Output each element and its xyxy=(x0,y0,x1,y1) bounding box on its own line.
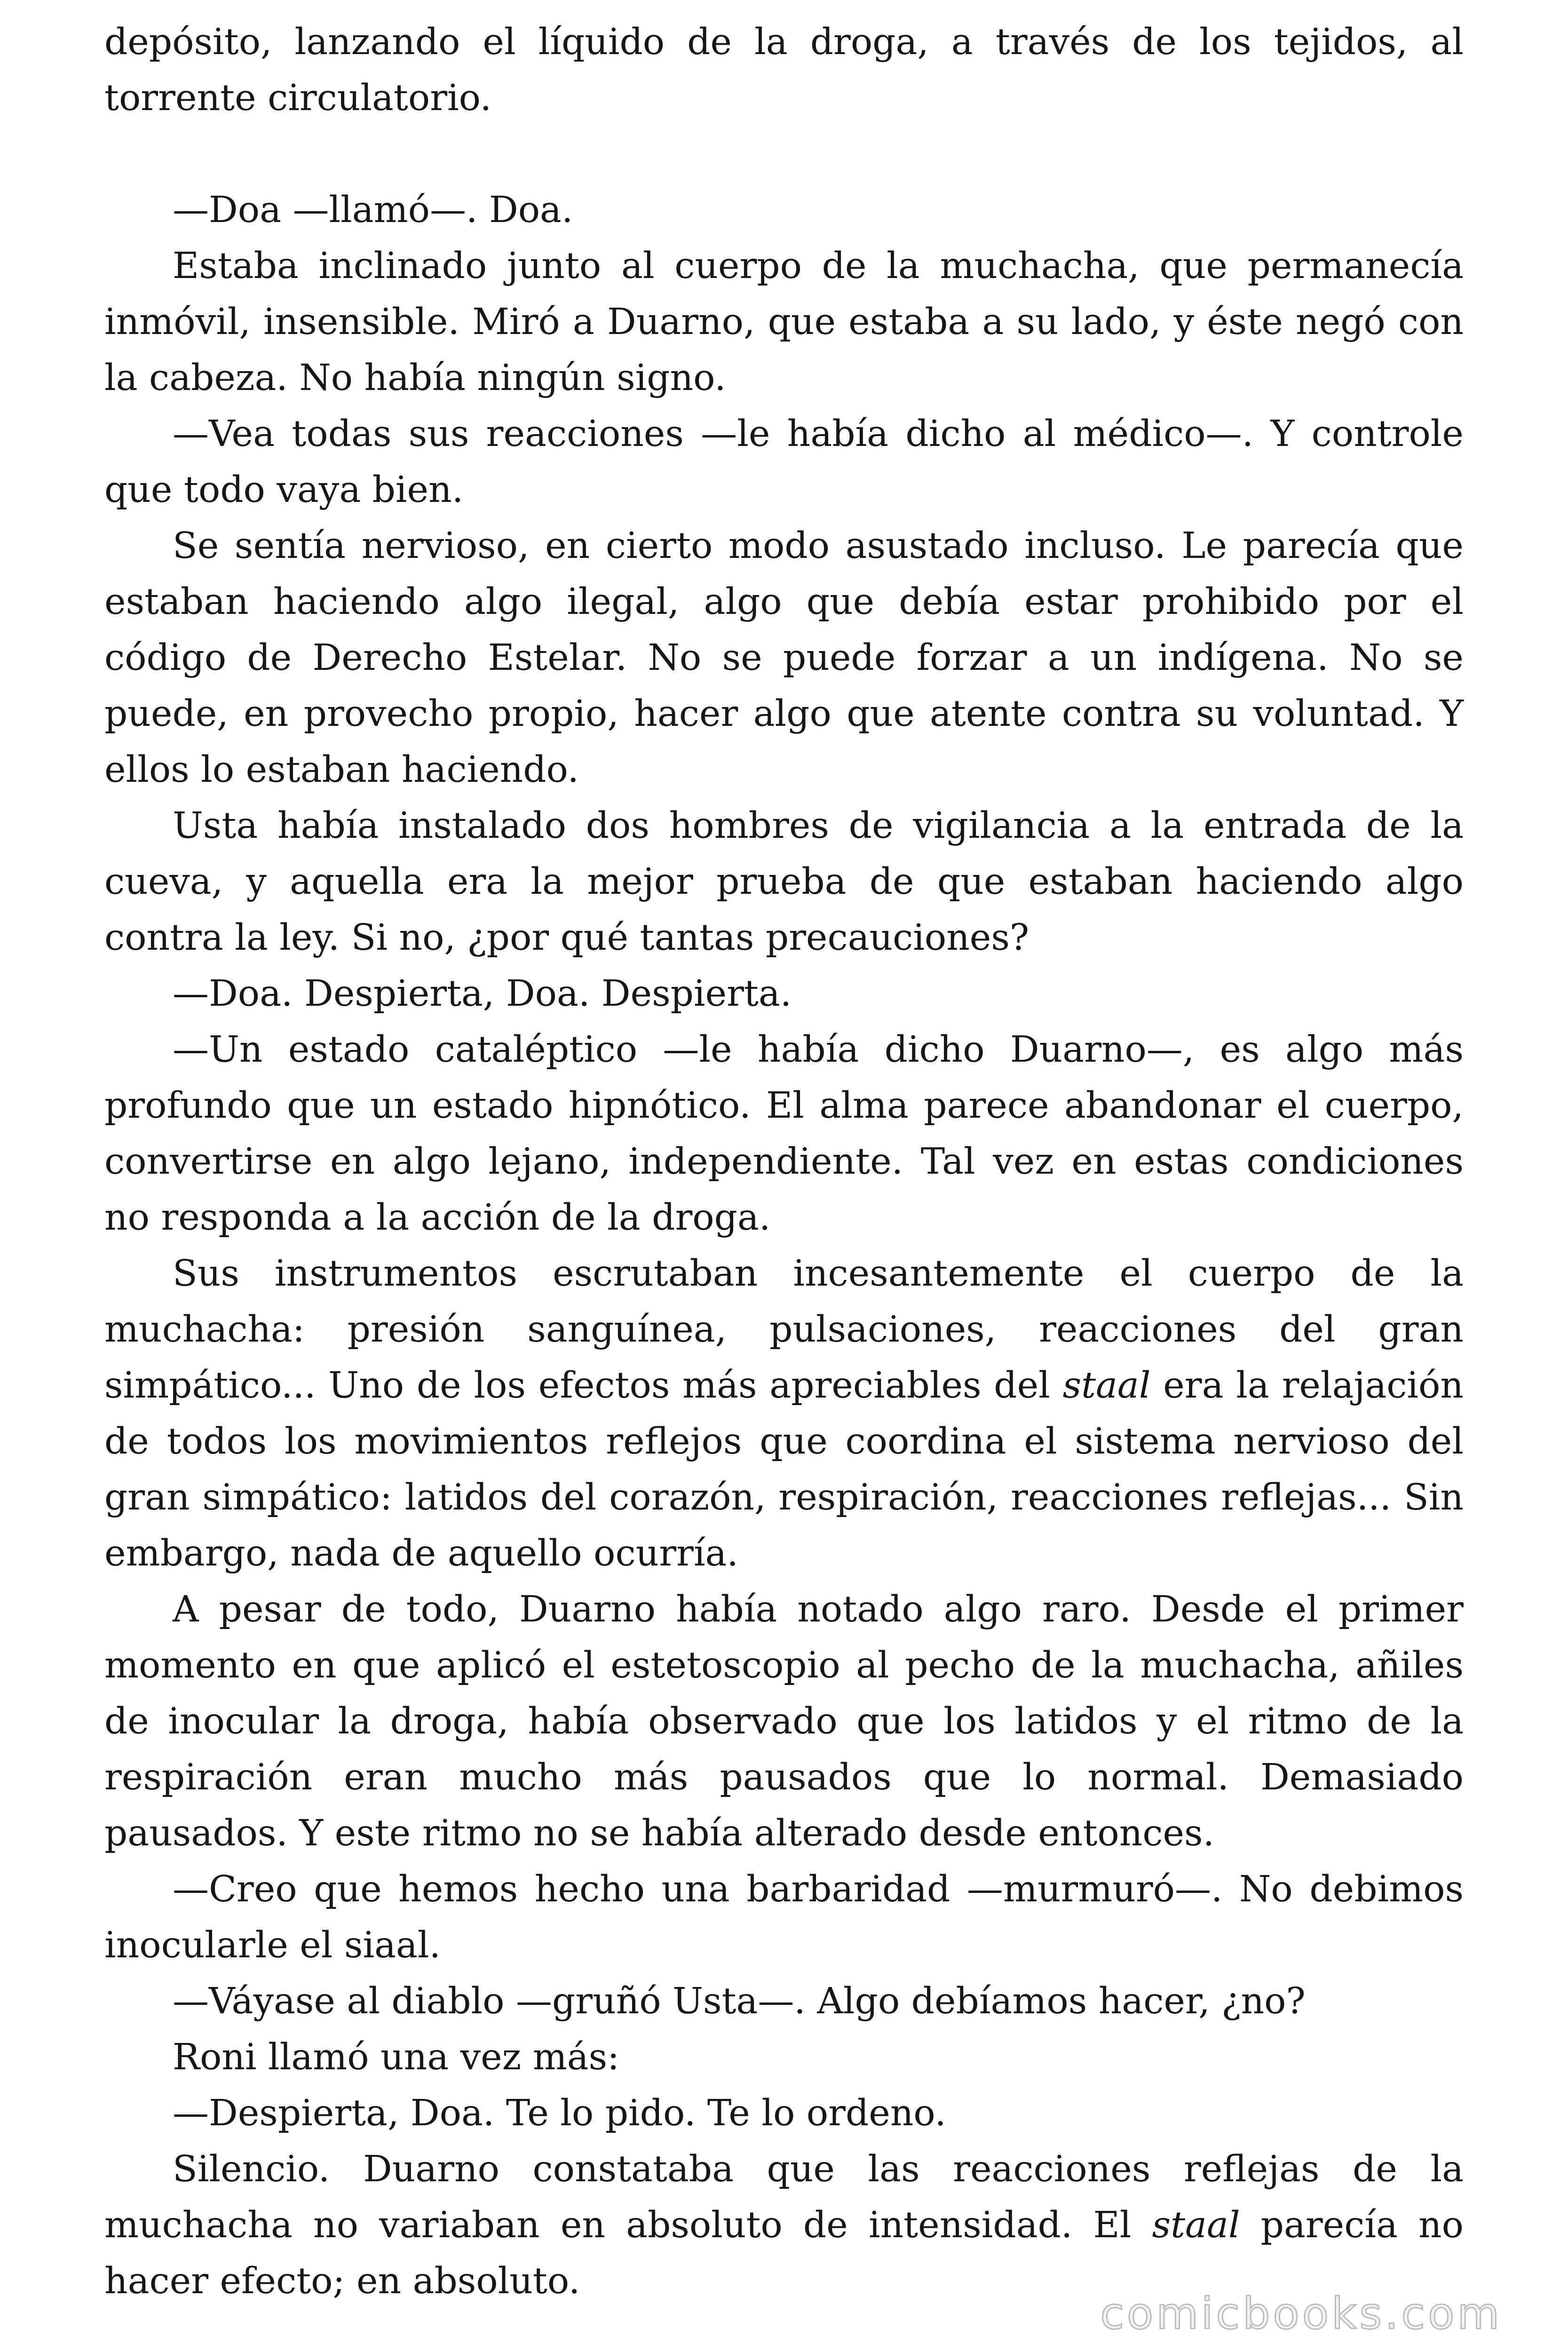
watermark: comicbooks.com xyxy=(1100,2288,1502,2339)
paragraph-7: —Un estado cataléptico —le había dicho Duarno—, es algo más profundo que un estado hipnótico. El alma parece abandonar el cuerpo, convertirse en algo lejano, independiente. Tal vez en estas condiciones no responda a la acción de la droga. xyxy=(104,1029,1464,1239)
book-page xyxy=(104,14,1464,2309)
paragraph-2: Estaba inclinado junto al cuerpo de la muchacha, que permanecía inmóvil, insensible. Miró a Duarno, que estaba a su lado, y éste negó con la cabeza. No había ningún signo. xyxy=(104,245,1464,399)
paragraph-8-text-end: era la relajación de todos los movimientos reflejos que coordina el sistema nervioso del gran simpático: latidos del corazón, respiración, reacciones reflejas... Sin embargo, nada de aquello ocurría. xyxy=(104,1365,1464,1574)
paragraph-5: Usta había instalado dos hombres de vigilancia a la entrada de la cueva, y aquella era la mejor prueba de que estaban haciendo algo contra la ley. Si no, ¿por qué tantas precauciones? xyxy=(104,805,1464,959)
opening-paragraph: depósito, lanzando el líquido de la droga, a través de los tejidos, al torrente circulatorio. xyxy=(104,21,1464,119)
paragraph-11: —Váyase al diablo —gruñó Usta—. Algo debíamos hacer, ¿no? xyxy=(173,1980,1306,2022)
paragraph-13: —Despierta, Doa. Te lo pido. Te lo ordeno. xyxy=(173,2092,946,2134)
paragraph-8 xyxy=(104,1246,1464,1581)
paragraph-10: —Creo que hemos hecho una barbaridad —murmuró—. No debimos inocularle el siaal. xyxy=(104,1868,1464,1966)
paragraph-8-text-start: Sus instrumentos escrutaban incesantemente el cuerpo de la muchacha: presión sanguínea, pulsaciones, reacciones del gran simpático... Uno de los efectos más apreciables del xyxy=(104,1253,1464,1406)
paragraph-12: Roni llamó una vez más: xyxy=(173,2036,620,2078)
paragraph-14 xyxy=(104,2141,1464,2309)
paragraph-1: —Doa —llamó—. Doa. xyxy=(173,189,573,231)
paragraph-8-emphasis: staal xyxy=(1062,1365,1151,1406)
paragraph-9: A pesar de todo, Duarno había notado algo raro. Desde el primer momento en que aplicó el estetoscopio al pecho de la muchacha, añiles de inocular la droga, había observado que los latidos y el ritmo de la respiración eran mucho más pausados que lo normal. Demasiado pausados. Y este ritmo no se había alterado desde entonces. xyxy=(104,1589,1464,1854)
paragraph-4: Se sentía nervioso, en cierto modo asustado incluso. Le parecía que estaban haciendo algo ilegal, algo que debía estar prohibido por el código de Derecho Estelar. No se puede forzar a un indígena. No se puede, en provecho propio, hacer algo que atente contra su voluntad. Y ellos lo estaban haciendo. xyxy=(104,525,1464,791)
paragraph-14-text-start: Silencio. Duarno constataba que las reacciones reflejas de la muchacha no variaban en absoluto de intensidad. El xyxy=(104,2148,1464,2246)
section-break xyxy=(104,126,1464,182)
paragraph-3: —Vea todas sus reacciones —le había dicho al médico—. Y controle que todo vaya bien. xyxy=(104,413,1464,511)
paragraph-14-text-end: parecía no hacer efecto; en absoluto. xyxy=(104,2204,1464,2302)
paragraph-14-emphasis: staal xyxy=(1152,2204,1240,2246)
paragraph-6: —Doa. Despierta, Doa. Despierta. xyxy=(173,973,792,1015)
